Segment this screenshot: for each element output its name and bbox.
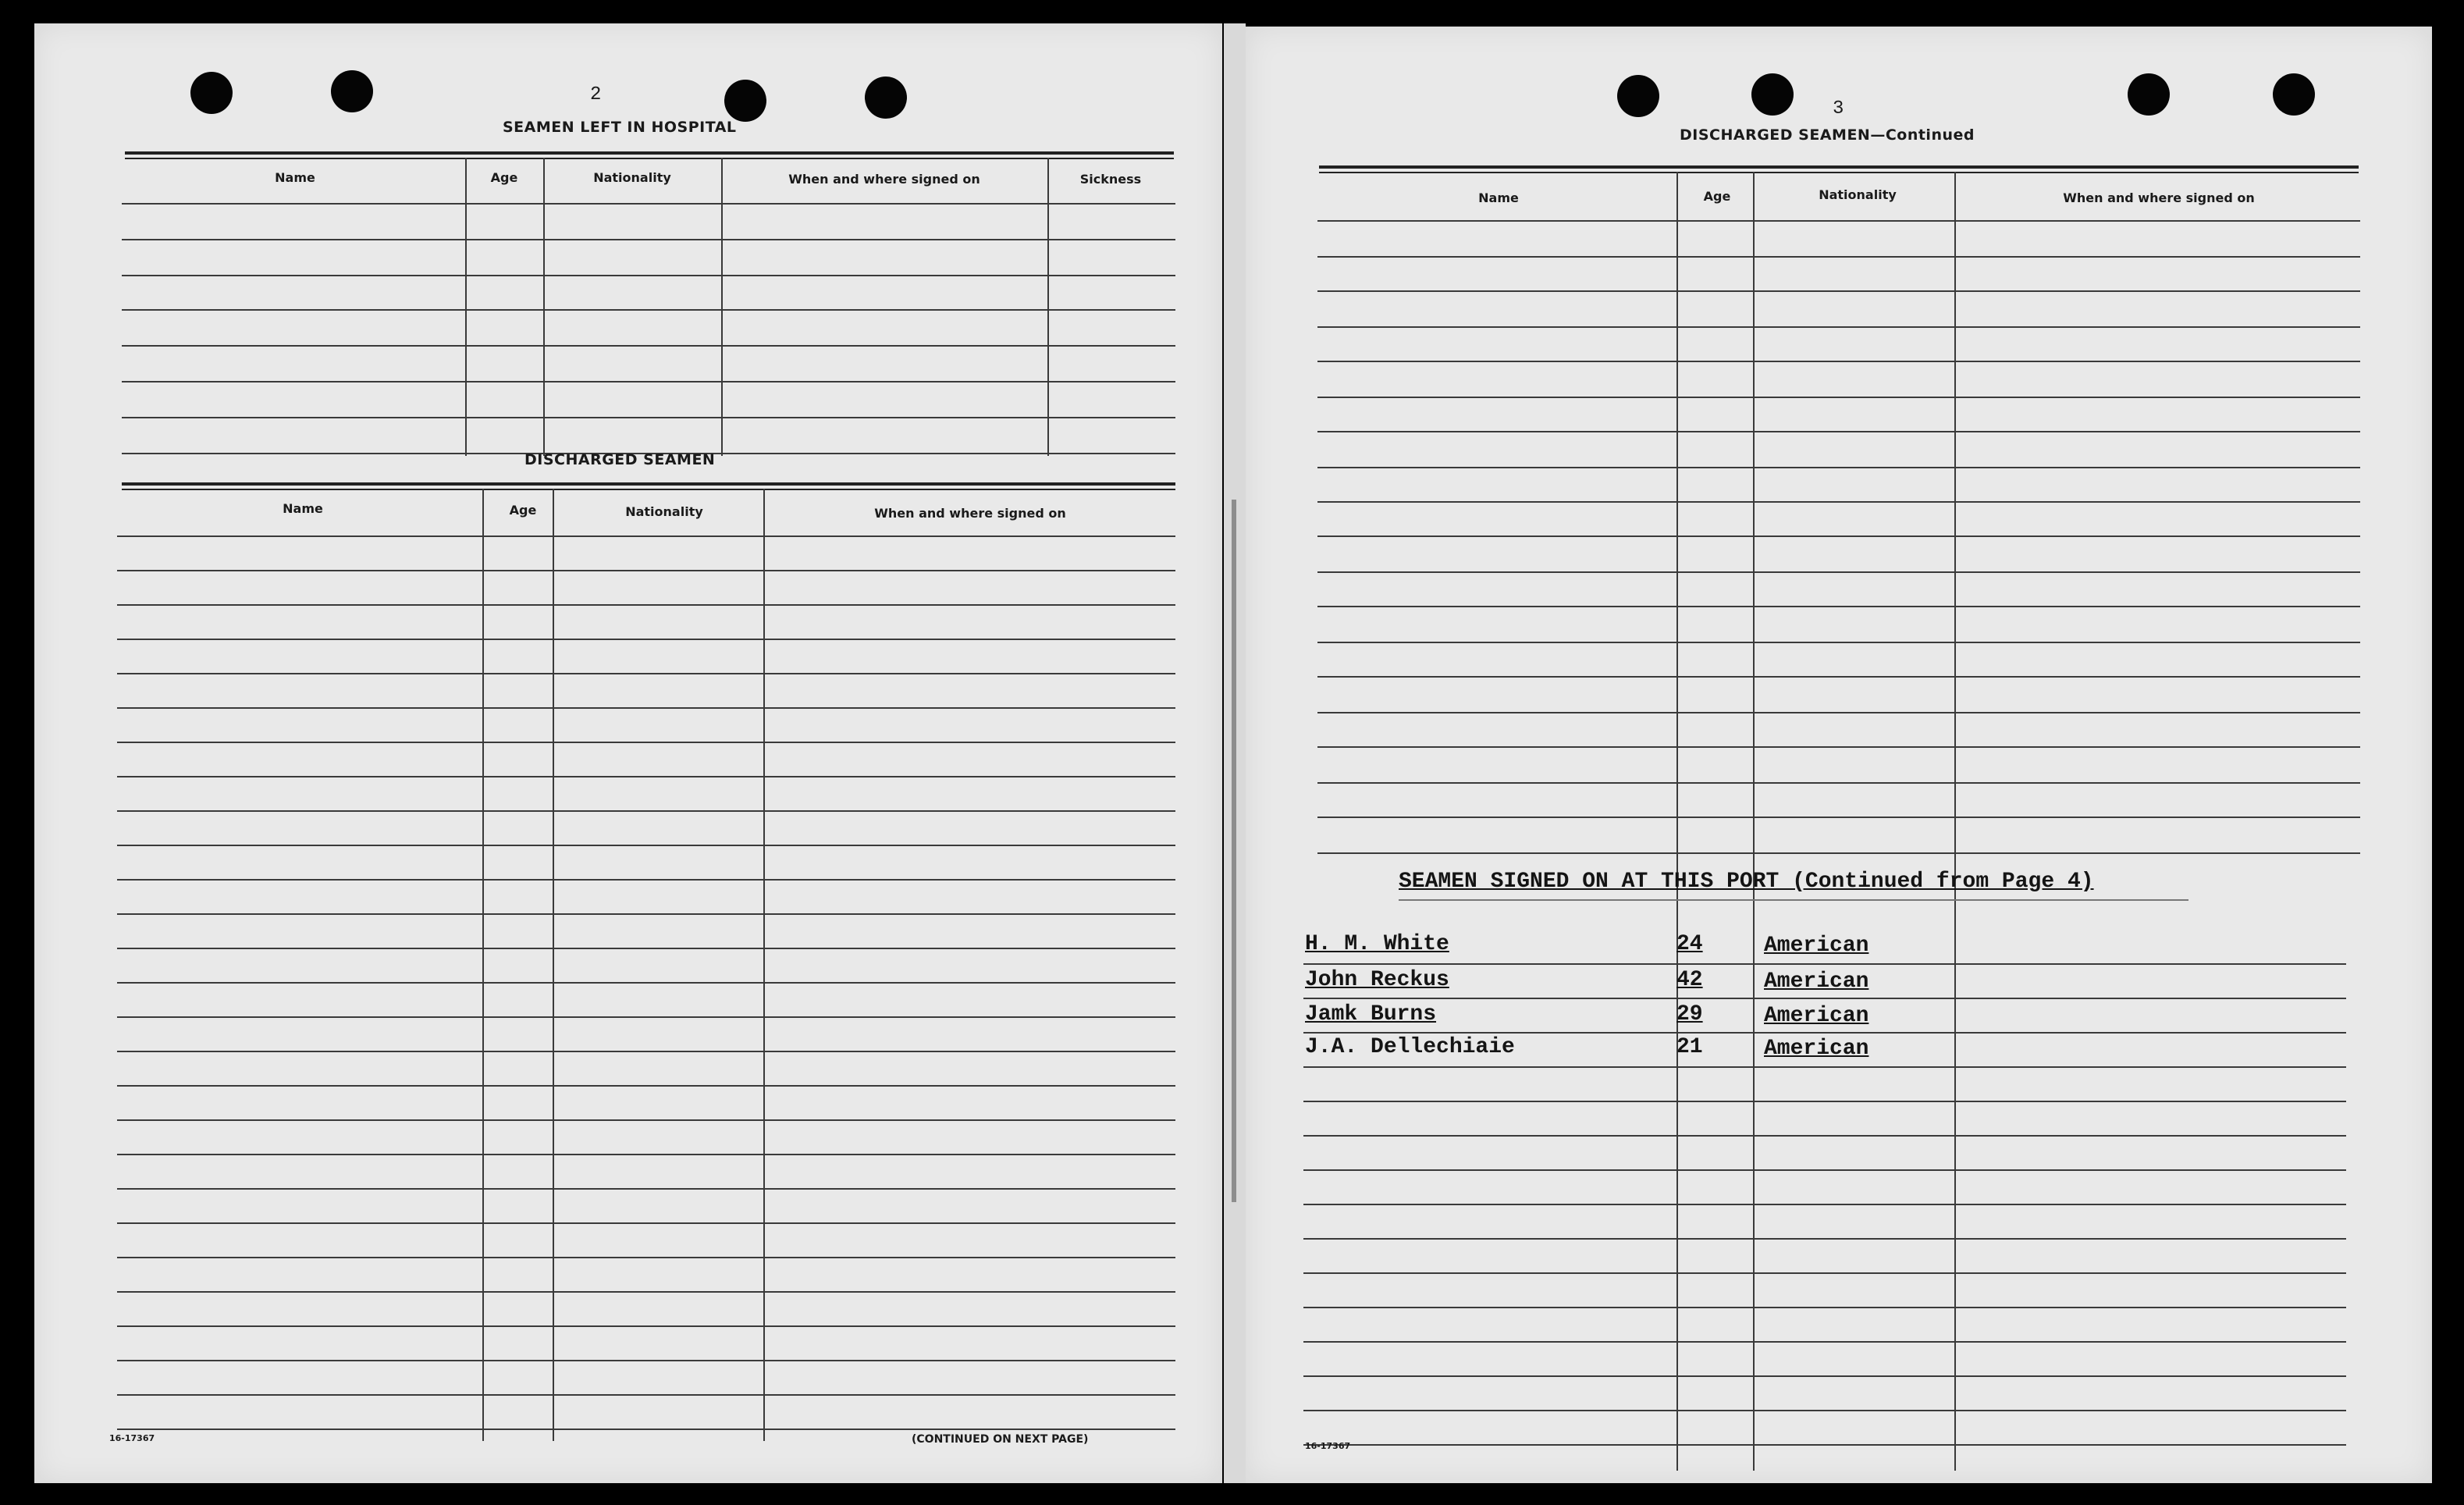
signed-on-heading: SEAMEN SIGNED ON AT THIS PORT (Continued from Page 4): [1399, 870, 2094, 894]
column-rule: [1753, 172, 1755, 1471]
row-rule: [117, 982, 1175, 984]
rule: [122, 489, 1175, 490]
row-rule: [122, 417, 1175, 418]
column-rule: [553, 489, 554, 1441]
row-rule: [117, 1119, 1175, 1121]
row-rule: [1303, 1238, 2346, 1240]
col-header-nationality: Nationality: [593, 170, 671, 185]
row-rule: [1317, 676, 2360, 678]
column-rule: [1954, 172, 1956, 1471]
row-rule: [117, 673, 1175, 674]
col-header-nationality: Nationality: [1819, 187, 1897, 202]
row-rule: [122, 275, 1175, 276]
row-rule: [1303, 1169, 2346, 1171]
row-rule: [1317, 606, 2360, 607]
row-rule: [117, 604, 1175, 606]
punch-hole: [2128, 73, 2170, 116]
row-rule: [117, 535, 1175, 537]
row-rule: [1317, 712, 2360, 713]
row-rule: [1317, 852, 2360, 854]
row-rule: [117, 1429, 1175, 1430]
spine-shadow: [1232, 500, 1236, 1202]
col-header-age: Age: [490, 170, 518, 185]
row-rule: [117, 948, 1175, 949]
row-rule: [1317, 290, 2360, 292]
row-rule: [117, 1257, 1175, 1258]
row-rule: [1303, 1375, 2346, 1377]
crew-name: H. M. White: [1305, 932, 1449, 956]
row-rule: [1317, 220, 2360, 222]
row-rule: [1303, 1204, 2346, 1205]
crew-nationality: American: [1764, 934, 1869, 958]
row-rule: [1303, 1272, 2346, 1274]
row-rule: [1303, 1410, 2346, 1411]
row-rule: [117, 639, 1175, 640]
row-rule: [1303, 1135, 2346, 1137]
row-rule: [1303, 963, 2346, 965]
crew-nationality: American: [1764, 970, 1869, 994]
continued-footer: (CONTINUED ON NEXT PAGE): [912, 1433, 1089, 1446]
row-rule: [122, 345, 1175, 347]
row-rule: [117, 1222, 1175, 1224]
row-rule: [1317, 817, 2360, 818]
row-rule: [1317, 397, 2360, 398]
crew-age: 42: [1676, 968, 1703, 992]
row-rule: [1317, 467, 2360, 468]
punch-hole: [1751, 73, 1794, 116]
row-rule: [122, 239, 1175, 240]
punch-hole: [1617, 75, 1659, 117]
crew-name: John Reckus: [1305, 968, 1449, 992]
row-rule: [117, 1188, 1175, 1190]
col-header-nationality: Nationality: [625, 504, 703, 519]
discharged-title: DISCHARGED SEAMEN: [524, 451, 716, 468]
crew-age: 21: [1676, 1035, 1703, 1059]
col-header-name: Name: [1478, 190, 1519, 205]
row-rule: [122, 309, 1175, 311]
row-rule: [117, 776, 1175, 777]
crew-nationality: American: [1764, 1004, 1869, 1028]
punch-hole: [865, 76, 907, 119]
row-rule: [117, 1325, 1175, 1327]
col-header-name: Name: [275, 170, 315, 185]
row-rule: [122, 381, 1175, 382]
row-rule: [1399, 899, 2188, 901]
row-rule: [117, 1360, 1175, 1361]
col-header-when-where: When and where signed on: [788, 172, 980, 187]
rule: [122, 482, 1175, 486]
rule: [1319, 172, 2359, 173]
row-rule: [117, 845, 1175, 846]
row-rule: [1317, 746, 2360, 748]
rule: [1319, 165, 2359, 169]
page-number: 3: [1833, 98, 1844, 119]
row-rule: [117, 570, 1175, 571]
punch-hole: [331, 70, 373, 112]
row-rule: [1303, 1066, 2346, 1068]
row-rule: [1303, 1307, 2346, 1308]
row-rule: [1317, 256, 2360, 258]
row-rule: [1303, 998, 2346, 999]
row-rule: [122, 203, 1175, 205]
right-page: [1246, 27, 2432, 1483]
left-page: [34, 23, 1222, 1483]
row-rule: [1317, 782, 2360, 784]
rule: [125, 151, 1174, 155]
punch-hole: [190, 72, 233, 114]
crew-nationality: American: [1764, 1037, 1869, 1061]
row-rule: [117, 1085, 1175, 1087]
row-rule: [1317, 642, 2360, 643]
column-rule: [763, 489, 765, 1441]
crew-age: 29: [1676, 1002, 1703, 1026]
row-rule: [1317, 535, 2360, 537]
page-number: 2: [590, 84, 602, 105]
row-rule: [1317, 571, 2360, 573]
col-header-when-where: When and where signed on: [874, 506, 1066, 521]
column-rule: [1676, 172, 1678, 1471]
crew-name: J.A. Dellechiaie: [1305, 1035, 1515, 1059]
crew-age: 24: [1676, 932, 1703, 956]
hospital-title: SEAMEN LEFT IN HOSPITAL: [503, 119, 737, 136]
row-rule: [1317, 501, 2360, 503]
col-header-name: Name: [283, 501, 323, 516]
form-number: 16-17367: [1305, 1441, 1351, 1451]
row-rule: [117, 879, 1175, 881]
col-header-age: Age: [1703, 189, 1731, 204]
row-rule: [117, 810, 1175, 812]
discharged-continued-title: DISCHARGED SEAMEN—Continued: [1680, 126, 1975, 144]
rule: [125, 158, 1174, 159]
row-rule: [117, 1051, 1175, 1052]
punch-hole: [724, 80, 766, 122]
row-rule: [117, 1394, 1175, 1396]
punch-hole: [2273, 73, 2315, 116]
column-rule: [482, 489, 484, 1441]
row-rule: [1303, 1444, 2346, 1446]
crew-name: Jamk Burns: [1305, 1002, 1437, 1026]
row-rule: [1303, 1032, 2346, 1034]
row-rule: [1303, 1341, 2346, 1343]
row-rule: [117, 1291, 1175, 1293]
row-rule: [117, 1016, 1175, 1018]
row-rule: [117, 1154, 1175, 1155]
row-rule: [117, 742, 1175, 743]
row-rule: [117, 707, 1175, 709]
col-header-sickness: Sickness: [1079, 172, 1142, 187]
col-header-age: Age: [509, 503, 537, 518]
form-number: 16-17367: [109, 1433, 155, 1443]
row-rule: [1317, 326, 2360, 328]
row-rule: [1317, 431, 2360, 432]
row-rule: [117, 913, 1175, 915]
row-rule: [1317, 361, 2360, 362]
col-header-when-where: When and where signed on: [2063, 190, 2255, 205]
row-rule: [1303, 1101, 2346, 1102]
